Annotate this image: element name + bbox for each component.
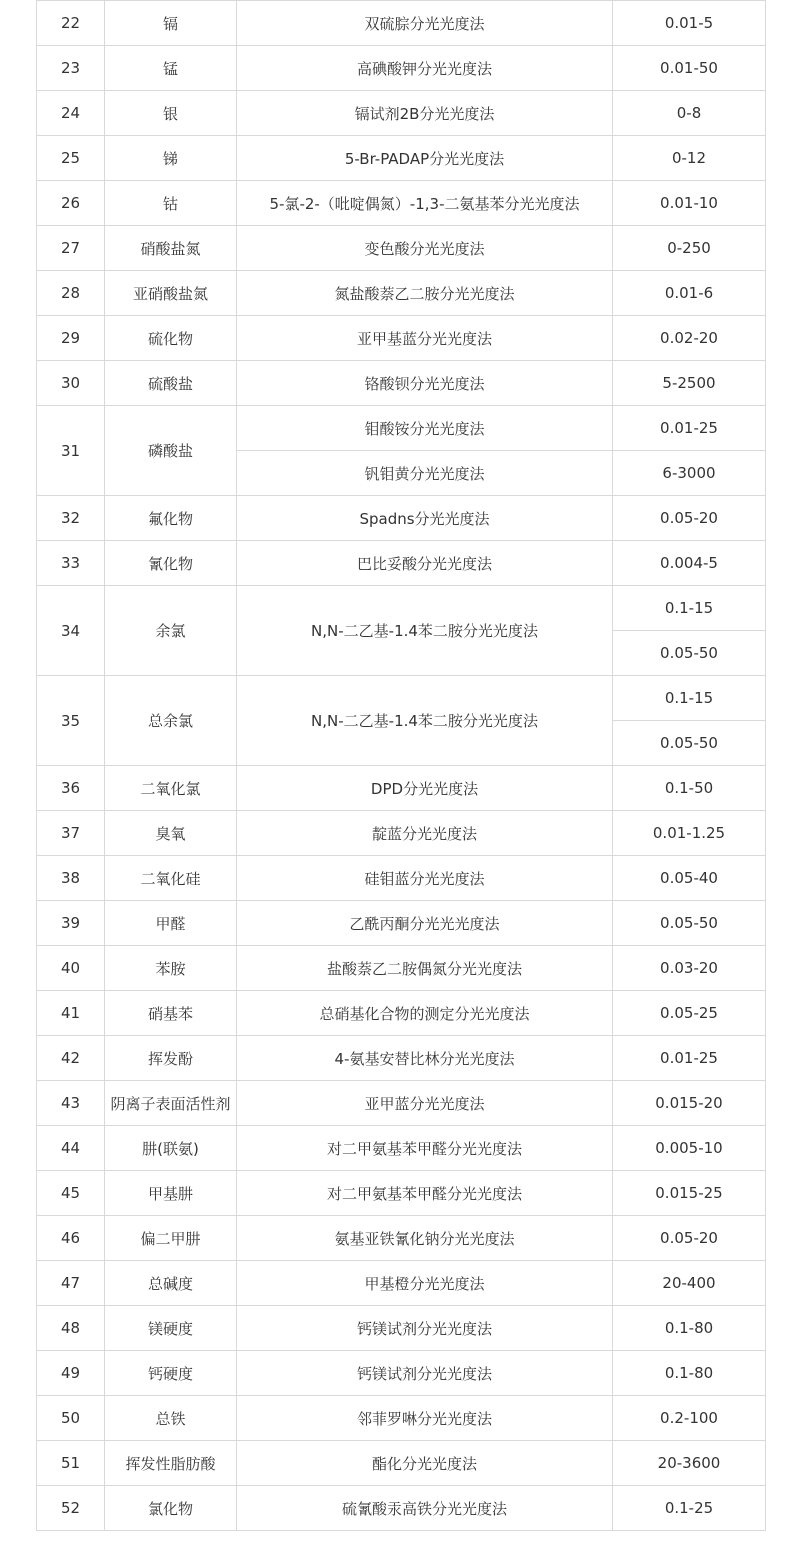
range-cell: 0.1-25 xyxy=(613,1486,766,1531)
method-cell: 钙镁试剂分光光度法 xyxy=(237,1306,613,1351)
method-cell: 酯化分光光度法 xyxy=(237,1441,613,1486)
range-cell: 0.05-50 xyxy=(613,631,766,676)
method-cell: 钼酸铵分光光度法 xyxy=(237,406,613,451)
item-cell: 肼(联氨) xyxy=(105,1126,237,1171)
range-cell: 0-250 xyxy=(613,226,766,271)
row-number-cell: 28 xyxy=(37,271,105,316)
method-cell: DPD分光光度法 xyxy=(237,766,613,811)
row-number-cell: 30 xyxy=(37,361,105,406)
row-number-cell: 35 xyxy=(37,676,105,766)
item-cell: 臭氧 xyxy=(105,811,237,856)
table-row xyxy=(37,361,766,406)
method-cell: 钒钼黄分光光度法 xyxy=(237,451,613,496)
item-cell: 硫化物 xyxy=(105,316,237,361)
table-row xyxy=(37,1,766,46)
item-cell: 氰化物 xyxy=(105,541,237,586)
method-cell: 氮盐酸萘乙二胺分光光度法 xyxy=(237,271,613,316)
range-cell: 6-3000 xyxy=(613,451,766,496)
method-cell: 甲基橙分光光度法 xyxy=(237,1261,613,1306)
item-cell: 钙硬度 xyxy=(105,1351,237,1396)
item-cell: 甲基肼 xyxy=(105,1171,237,1216)
range-cell: 0.1-80 xyxy=(613,1306,766,1351)
table-row xyxy=(37,901,766,946)
row-number-cell: 39 xyxy=(37,901,105,946)
table-row xyxy=(37,226,766,271)
table-row xyxy=(37,1081,766,1126)
table-row xyxy=(37,1216,766,1261)
item-cell: 苯胺 xyxy=(105,946,237,991)
method-cell: 邻菲罗啉分光光度法 xyxy=(237,1396,613,1441)
row-number-cell: 26 xyxy=(37,181,105,226)
range-cell: 0.01-10 xyxy=(613,181,766,226)
method-cell: 钙镁试剂分光光度法 xyxy=(237,1351,613,1396)
table-row xyxy=(37,316,766,361)
row-number-cell: 41 xyxy=(37,991,105,1036)
method-cell: 铬酸钡分光光度法 xyxy=(237,361,613,406)
table-row xyxy=(37,1396,766,1441)
range-cell: 0.01-25 xyxy=(613,406,766,451)
item-cell: 磷酸盐 xyxy=(105,406,237,496)
table-row xyxy=(37,181,766,226)
range-cell: 0.005-10 xyxy=(613,1126,766,1171)
range-cell: 5-2500 xyxy=(613,361,766,406)
row-number-cell: 47 xyxy=(37,1261,105,1306)
method-cell: 4-氨基安替比林分光光度法 xyxy=(237,1036,613,1081)
table-row xyxy=(37,1036,766,1081)
item-cell: 挥发酚 xyxy=(105,1036,237,1081)
row-number-cell: 25 xyxy=(37,136,105,181)
method-cell: 亚甲蓝分光光度法 xyxy=(237,1081,613,1126)
row-number-cell: 36 xyxy=(37,766,105,811)
row-number-cell: 38 xyxy=(37,856,105,901)
table-row xyxy=(37,676,766,721)
range-cell: 0.1-50 xyxy=(613,766,766,811)
row-number-cell: 23 xyxy=(37,46,105,91)
row-number-cell: 43 xyxy=(37,1081,105,1126)
table-row xyxy=(37,811,766,856)
method-cell: 5-氯-2-（吡啶偶氮）-1,3-二氨基苯分光光度法 xyxy=(237,181,613,226)
item-cell: 偏二甲肼 xyxy=(105,1216,237,1261)
method-cell: Spadns分光光度法 xyxy=(237,496,613,541)
range-cell: 0.015-25 xyxy=(613,1171,766,1216)
row-number-cell: 29 xyxy=(37,316,105,361)
row-number-cell: 46 xyxy=(37,1216,105,1261)
range-cell: 0.1-15 xyxy=(613,676,766,721)
range-cell: 20-3600 xyxy=(613,1441,766,1486)
method-cell: 氨基亚铁氰化钠分光光度法 xyxy=(237,1216,613,1261)
table-row xyxy=(37,1351,766,1396)
method-cell: 镉试剂2B分光光度法 xyxy=(237,91,613,136)
range-cell: 0.05-25 xyxy=(613,991,766,1036)
range-cell: 0.015-20 xyxy=(613,1081,766,1126)
range-cell: 0.1-80 xyxy=(613,1351,766,1396)
row-number-cell: 51 xyxy=(37,1441,105,1486)
method-cell: 乙酰丙酮分光光光度法 xyxy=(237,901,613,946)
measurement-methods-table xyxy=(36,0,766,1531)
table-row xyxy=(37,91,766,136)
row-number-cell: 42 xyxy=(37,1036,105,1081)
item-cell: 二氧化硅 xyxy=(105,856,237,901)
item-cell: 阴离子表面活性剂 xyxy=(105,1081,237,1126)
range-cell: 0.01-5 xyxy=(613,1,766,46)
range-cell: 0.01-6 xyxy=(613,271,766,316)
method-cell: N,N-二乙基-1.4苯二胺分光光度法 xyxy=(237,676,613,766)
item-cell: 银 xyxy=(105,91,237,136)
item-cell: 硫酸盐 xyxy=(105,361,237,406)
table-row xyxy=(37,856,766,901)
method-cell: 靛蓝分光光度法 xyxy=(237,811,613,856)
item-cell: 二氧化氯 xyxy=(105,766,237,811)
method-cell: 亚甲基蓝分光光度法 xyxy=(237,316,613,361)
range-cell: 0.03-20 xyxy=(613,946,766,991)
table-row xyxy=(37,586,766,631)
range-cell: 0.05-20 xyxy=(613,496,766,541)
method-cell: 硅钼蓝分光光度法 xyxy=(237,856,613,901)
row-number-cell: 37 xyxy=(37,811,105,856)
item-cell: 锰 xyxy=(105,46,237,91)
table-row xyxy=(37,991,766,1036)
range-cell: 0.05-40 xyxy=(613,856,766,901)
row-number-cell: 24 xyxy=(37,91,105,136)
range-cell: 0.05-50 xyxy=(613,721,766,766)
item-cell: 余氯 xyxy=(105,586,237,676)
item-cell: 总铁 xyxy=(105,1396,237,1441)
method-cell: 双硫腙分光光度法 xyxy=(237,1,613,46)
row-number-cell: 52 xyxy=(37,1486,105,1531)
item-cell: 氯化物 xyxy=(105,1486,237,1531)
table-row xyxy=(37,1486,766,1531)
method-cell: 盐酸萘乙二胺偶氮分光光度法 xyxy=(237,946,613,991)
range-cell: 0.05-20 xyxy=(613,1216,766,1261)
table-row xyxy=(37,946,766,991)
table-row xyxy=(37,766,766,811)
table-row xyxy=(37,136,766,181)
table-row xyxy=(37,1126,766,1171)
item-cell: 总余氯 xyxy=(105,676,237,766)
method-cell: 对二甲氨基苯甲醛分光光度法 xyxy=(237,1126,613,1171)
item-cell: 镁硬度 xyxy=(105,1306,237,1351)
row-number-cell: 49 xyxy=(37,1351,105,1396)
table-body xyxy=(37,1,766,1531)
method-cell: N,N-二乙基-1.4苯二胺分光光度法 xyxy=(237,586,613,676)
table-row xyxy=(37,406,766,451)
table-row xyxy=(37,46,766,91)
item-cell: 氟化物 xyxy=(105,496,237,541)
range-cell: 0.02-20 xyxy=(613,316,766,361)
range-cell: 0.004-5 xyxy=(613,541,766,586)
item-cell: 锑 xyxy=(105,136,237,181)
method-cell: 对二甲氨基苯甲醛分光光度法 xyxy=(237,1171,613,1216)
item-cell: 钴 xyxy=(105,181,237,226)
row-number-cell: 45 xyxy=(37,1171,105,1216)
row-number-cell: 27 xyxy=(37,226,105,271)
item-cell: 挥发性脂肪酸 xyxy=(105,1441,237,1486)
row-number-cell: 50 xyxy=(37,1396,105,1441)
row-number-cell: 34 xyxy=(37,586,105,676)
range-cell: 0.01-50 xyxy=(613,46,766,91)
row-number-cell: 32 xyxy=(37,496,105,541)
item-cell: 镉 xyxy=(105,1,237,46)
table-row xyxy=(37,541,766,586)
method-cell: 变色酸分光光度法 xyxy=(237,226,613,271)
method-cell: 巴比妥酸分光光度法 xyxy=(237,541,613,586)
table-row xyxy=(37,1441,766,1486)
row-number-cell: 31 xyxy=(37,406,105,496)
row-number-cell: 40 xyxy=(37,946,105,991)
table-row xyxy=(37,1306,766,1351)
range-cell: 0.1-15 xyxy=(613,586,766,631)
item-cell: 总碱度 xyxy=(105,1261,237,1306)
row-number-cell: 22 xyxy=(37,1,105,46)
method-cell: 5-Br-PADAP分光光度法 xyxy=(237,136,613,181)
range-cell: 0.01-1.25 xyxy=(613,811,766,856)
table-row xyxy=(37,271,766,316)
row-number-cell: 48 xyxy=(37,1306,105,1351)
item-cell: 甲醛 xyxy=(105,901,237,946)
range-cell: 20-400 xyxy=(613,1261,766,1306)
item-cell: 硝酸盐氮 xyxy=(105,226,237,271)
row-number-cell: 44 xyxy=(37,1126,105,1171)
item-cell: 亚硝酸盐氮 xyxy=(105,271,237,316)
range-cell: 0.01-25 xyxy=(613,1036,766,1081)
range-cell: 0.05-50 xyxy=(613,901,766,946)
table-row xyxy=(37,1261,766,1306)
item-cell: 硝基苯 xyxy=(105,991,237,1036)
method-cell: 总硝基化合物的测定分光光度法 xyxy=(237,991,613,1036)
method-cell: 硫氰酸汞高铁分光光度法 xyxy=(237,1486,613,1531)
range-cell: 0.2-100 xyxy=(613,1396,766,1441)
method-cell: 高碘酸钾分光光度法 xyxy=(237,46,613,91)
table-row xyxy=(37,1171,766,1216)
range-cell: 0-12 xyxy=(613,136,766,181)
row-number-cell: 33 xyxy=(37,541,105,586)
range-cell: 0-8 xyxy=(613,91,766,136)
table-row xyxy=(37,496,766,541)
